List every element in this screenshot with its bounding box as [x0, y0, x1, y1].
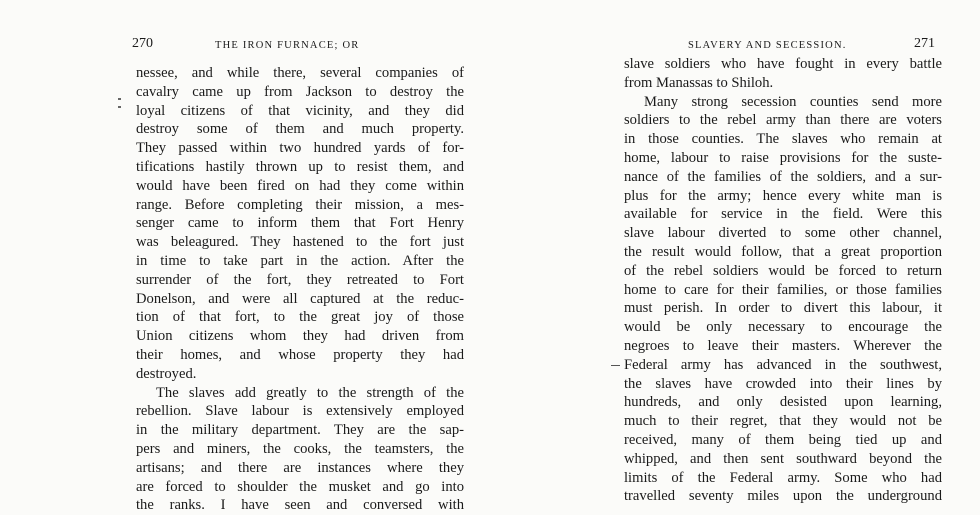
text-line: They passed within two hundred yards of for- — [136, 140, 464, 157]
text-line: must perish. In order to divert this labour, it — [624, 300, 942, 317]
text-line: destroyed. — [136, 365, 197, 382]
print-speck — [118, 98, 121, 100]
text-line: the slaves have crowded into their lines by — [624, 375, 942, 392]
text-line: limits of the Federal army. Some who had — [624, 469, 942, 486]
text-line: artisans; and there are instances where they — [136, 459, 464, 476]
text-line: Many strong secession counties send more — [644, 93, 942, 110]
text-line: tion of that fort, to the great joy of those — [136, 309, 464, 326]
right-page-number: 271 — [914, 36, 935, 51]
text-line: nance of the families of the soldiers, and a sur- — [624, 168, 942, 185]
text-line: the ranks. I have seen and conversed with — [136, 497, 464, 514]
text-line: travelled seventy miles upon the underground — [624, 488, 942, 505]
page-gutter — [490, 0, 600, 512]
text-line: in time to take part in the action. After the — [136, 252, 464, 269]
text-line: senger came to inform them that Fort Henry — [136, 215, 464, 232]
text-line: would have been fired on had they come within — [136, 177, 464, 194]
text-line: in those counties. The slaves who remain at — [624, 131, 942, 148]
text-line: soldiers to the rebel army than there are voters — [624, 112, 942, 129]
left-running-title: THE IRON FURNACE; OR — [215, 40, 360, 51]
right-body-text — [624, 55, 942, 506]
text-line: from Manassas to Shiloh. — [624, 74, 774, 91]
left-body-text — [136, 64, 464, 515]
text-line: in the military department. They are the sap- — [136, 422, 464, 439]
right-page — [600, 0, 980, 512]
text-line: cavalry came up from Jackson to destroy the — [136, 83, 464, 100]
text-line: home to care for their families, or those families — [624, 281, 942, 298]
text-line: hundreds, and only desisted upon learning, — [624, 394, 942, 411]
text-line: of the rebel soldiers would be forced to return — [624, 262, 942, 279]
left-page-number: 270 — [132, 36, 153, 51]
text-line: Federal army has advanced in the southwest, — [624, 356, 942, 373]
text-line: whipped, and then sent southward beyond the — [624, 450, 942, 467]
left-page — [0, 0, 490, 512]
text-line: destroy some of them and much property. — [136, 121, 464, 138]
margin-dash-mark — [611, 365, 620, 366]
text-line: rebellion. Slave labour is extensively employed — [136, 403, 464, 420]
text-line: pers and miners, the cooks, the teamsters, the — [136, 440, 464, 457]
text-line: tifications hastily thrown up to resist them, and — [136, 158, 464, 175]
text-line: nessee, and while there, several companies of — [136, 65, 464, 81]
text-line: received, many of them being tied up and — [624, 431, 942, 448]
text-line: their homes, and whose property they had — [136, 346, 464, 363]
text-line: available for service in the field. Were this — [624, 206, 942, 223]
right-running-title: SLAVERY AND SECESSION. — [688, 40, 847, 51]
text-line: Donelson, and were all captured at the reduc- — [136, 290, 464, 307]
text-line: surrender of the fort, they retreated to Fort — [136, 271, 464, 288]
text-line: loyal citizens of that vicinity, and they did — [136, 102, 464, 119]
text-line: slave labour diverted to some other channel, — [624, 225, 942, 242]
text-line: Union citizens whom they had driven from — [136, 328, 464, 345]
text-line: range. Before completing their mission, a mes- — [136, 196, 464, 213]
print-speck — [118, 106, 121, 108]
text-line: much to their regret, that they would not be — [624, 413, 942, 430]
text-line: would be only necessary to encourage the — [624, 319, 942, 336]
text-line: negroes to leave their masters. Wherever the — [624, 337, 942, 354]
text-line: was beleagured. They hastened to the fort just — [136, 234, 464, 251]
text-line: home, labour to raise provisions for the suste- — [624, 149, 942, 166]
text-line: are forced to shoulder the musket and go into — [136, 478, 464, 495]
text-line: slave soldiers who have fought in every battle — [624, 56, 942, 72]
text-line: The slaves add greatly to the strength of the — [156, 384, 464, 401]
text-line: plus for the army; hence every white man is — [624, 187, 942, 204]
text-line: the result would follow, that a great proportion — [624, 243, 942, 260]
